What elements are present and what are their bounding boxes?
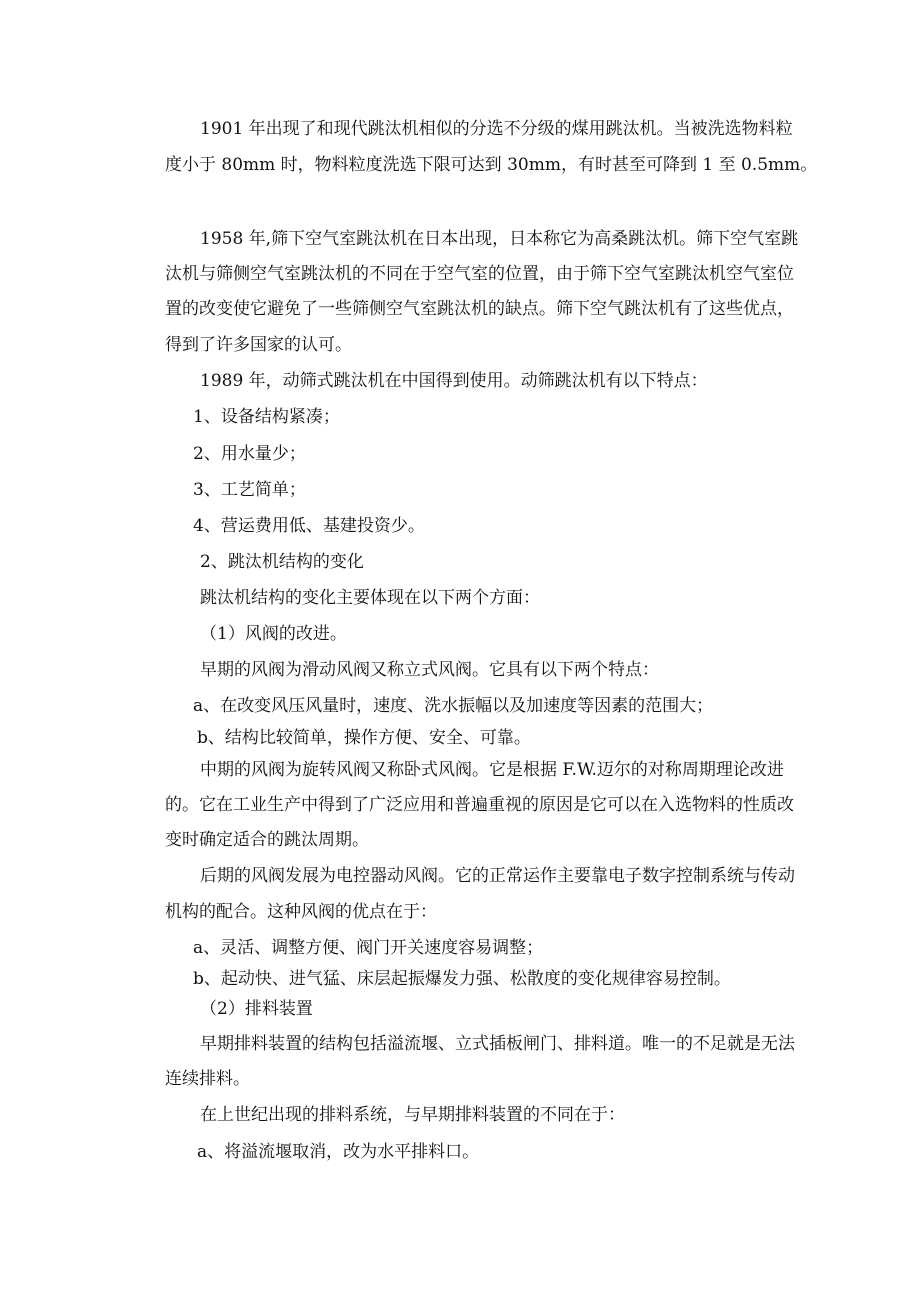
text-line: 度小于 80mm 时，物料粒度洗选下限可达到 30mm，有时甚至可降到 1 至 0.5mm。 [165, 155, 818, 175]
text-line: 连续排料。 [165, 1069, 250, 1089]
text-line: 1958 年,筛下空气室跳汰机在日本出现，日本称它为高桑跳汰机。筛下空气室跳 [200, 229, 799, 249]
text-line: 早期排料装置的结构包括溢流堰、立式插板闸门、排料道。唯一的不足就是无法 [200, 1034, 795, 1054]
list-item: 4、营运费用低、基建投资少。 [193, 516, 425, 536]
list-item: a、灵活、调整方便、阀门开关速度容易调整； [193, 938, 544, 958]
text-line: 汰机与筛侧空气室跳汰机的不同在于空气室的位置，由于筛下空气室跳汰机空气室位 [165, 264, 794, 284]
list-item: a、将溢流堰取消，改为水平排料口。 [197, 1142, 480, 1162]
text-line: 跳汰机结构的变化主要体现在以下两个方面： [200, 588, 540, 608]
list-item: 3、工艺简单； [193, 480, 306, 500]
list-item: b、结构比较简单，操作方便、安全、可靠。 [197, 728, 531, 748]
subsection-heading: （1）风阀的改进。 [200, 624, 347, 644]
text-line: 后期的风阀发展为电控器动风阀。它的正常运作主要靠电子数字控制系统与传动 [200, 866, 795, 886]
text-line: 1989 年，动筛式跳汰机在中国得到使用。动筛跳汰机有以下特点： [200, 371, 708, 391]
text-line: 早期的风阀为滑动风阀又称立式风阀。它具有以下两个特点： [200, 660, 659, 680]
list-item: 1、设备结构紧凑； [193, 407, 340, 427]
text-line: 变时确定适合的跳汰周期。 [165, 830, 369, 850]
text-line: 机构的配合。这种风阀的优点在于： [165, 902, 437, 922]
subsection-heading: （2）排料装置 [200, 999, 313, 1019]
text-line: 的。它在工业生产中得到了广泛应用和普遍重视的原因是它可以在入选物料的性质改 [165, 795, 794, 815]
text-line: 得到了许多国家的认可。 [165, 335, 352, 355]
text-line: 中期的风阀为旋转风阀又称卧式风阀。它是根据 F.W.迈尔的对称周期理论改进 [200, 760, 784, 780]
section-heading: 2、跳汰机结构的变化 [200, 552, 364, 572]
text-line: 置的改变使它避免了一些筛侧空气室跳汰机的缺点。筛下空气跳汰机有了这些优点， [165, 299, 794, 319]
text-line: 在上世纪出现的排料系统，与早期排料装置的不同在于： [200, 1105, 625, 1125]
list-item: 2、用水量少； [193, 444, 306, 464]
list-item: a、在改变风压风量时，速度、洗水振幅以及加速度等因素的范围大； [193, 696, 714, 716]
list-item: b、起动快、进气猛、床层起振爆发力强、松散度的变化规律容易控制。 [193, 969, 731, 989]
text-line: 1901 年出现了和现代跳汰机相似的分选不分级的煤用跳汰机。当被洗选物料粒 [200, 119, 793, 139]
